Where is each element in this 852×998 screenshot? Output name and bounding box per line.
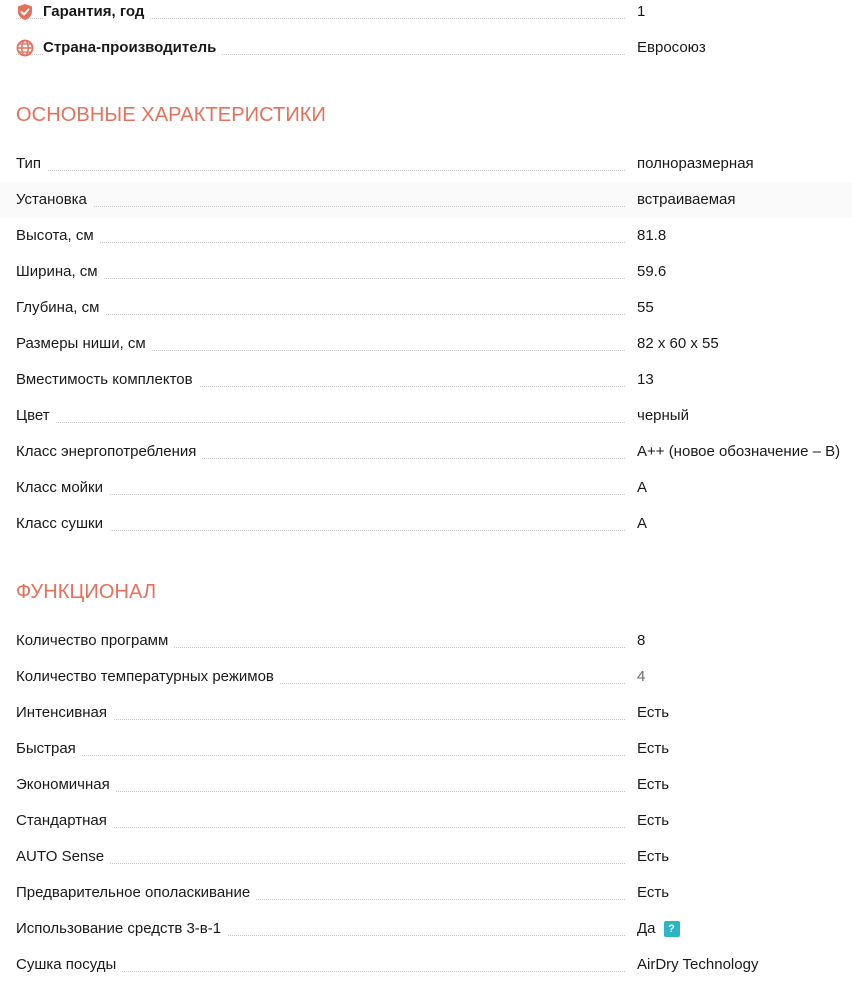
spec-row bbox=[0, 326, 852, 362]
spec-row bbox=[0, 506, 852, 542]
spec-row bbox=[0, 875, 852, 911]
spec-row bbox=[0, 803, 852, 839]
dotted-leader bbox=[16, 206, 625, 207]
spec-label: Размеры ниши, см bbox=[16, 326, 152, 362]
spec-row bbox=[0, 398, 852, 434]
spec-value: AirDry Technology bbox=[637, 956, 759, 973]
help-icon[interactable]: ? bbox=[664, 921, 680, 937]
dotted-leader bbox=[16, 755, 625, 756]
spec-label: Использование средств 3-в-1 bbox=[16, 911, 227, 947]
spec-value: 13 bbox=[637, 371, 654, 388]
spec-label: Глубина, см bbox=[16, 290, 105, 326]
spec-row-warranty bbox=[0, 0, 852, 30]
section-title-functionality: ФУНКЦИОНАЛ bbox=[16, 581, 157, 603]
spec-value: A bbox=[637, 515, 648, 532]
spec-value: 82 x 60 x 55 bbox=[637, 335, 719, 352]
spec-value: 59.6 bbox=[637, 263, 667, 280]
spec-value: полноразмерная bbox=[637, 155, 754, 172]
spec-row bbox=[0, 218, 852, 254]
dotted-leader bbox=[16, 314, 625, 315]
spec-label: Быстрая bbox=[16, 731, 82, 767]
spec-label: Цвет bbox=[16, 398, 56, 434]
spec-row bbox=[0, 290, 852, 326]
spec-value-with-help bbox=[637, 911, 680, 947]
spec-label: Интенсивная bbox=[16, 695, 113, 731]
spec-value: Евросоюз bbox=[637, 39, 706, 56]
spec-value: Есть bbox=[637, 848, 670, 865]
spec-label: Тип bbox=[16, 146, 47, 182]
spec-value: черный bbox=[637, 407, 689, 424]
spec-label: Экономичная bbox=[16, 767, 116, 803]
shield-check-icon bbox=[16, 3, 34, 21]
spec-value: Есть bbox=[637, 812, 670, 829]
spec-row bbox=[0, 839, 852, 875]
spec-value: A++ (новое обозначение – B) bbox=[637, 443, 841, 460]
spec-value-text: Да bbox=[637, 920, 656, 937]
spec-row bbox=[0, 254, 852, 290]
spec-value: Есть bbox=[637, 884, 670, 901]
spec-row bbox=[0, 659, 852, 695]
spec-value: 8 bbox=[637, 632, 646, 649]
spec-label: Количество программ bbox=[16, 623, 174, 659]
spec-label: Сушка посуды bbox=[16, 947, 122, 983]
spec-row bbox=[0, 695, 852, 731]
dotted-leader bbox=[16, 278, 625, 279]
spec-value: встраиваемая bbox=[637, 191, 736, 208]
spec-row bbox=[0, 947, 852, 983]
spec-label: Класс сушки bbox=[16, 506, 109, 542]
spec-label: Страна-производитель bbox=[43, 30, 222, 66]
spec-label: Вместимость комплектов bbox=[16, 362, 199, 398]
spec-value: Есть bbox=[637, 776, 670, 793]
spec-label: AUTO Sense bbox=[16, 839, 110, 875]
spec-label: Ширина, см bbox=[16, 254, 104, 290]
dotted-leader bbox=[16, 170, 625, 171]
spec-row bbox=[0, 470, 852, 506]
spec-value: 55 bbox=[637, 299, 654, 316]
spec-label: Стандартная bbox=[16, 803, 113, 839]
spec-value: 1 bbox=[637, 3, 646, 20]
spec-label: Класс мойки bbox=[16, 470, 109, 506]
section-title-main-characteristics: ОСНОВНЫЕ ХАРАКТЕРИСТИКИ bbox=[16, 104, 327, 126]
spec-value: 81.8 bbox=[637, 227, 667, 244]
spec-label: Предварительное ополаскивание bbox=[16, 875, 256, 911]
spec-value: Есть bbox=[637, 704, 670, 721]
spec-label: Высота, см bbox=[16, 218, 100, 254]
spec-value: A bbox=[637, 479, 648, 496]
spec-label: Установка bbox=[16, 182, 93, 218]
spec-row bbox=[0, 767, 852, 803]
dotted-leader bbox=[16, 422, 625, 423]
spec-row-country bbox=[0, 30, 852, 66]
spec-row bbox=[0, 731, 852, 767]
spec-row bbox=[0, 434, 852, 470]
dotted-leader bbox=[16, 242, 625, 243]
spec-row bbox=[0, 911, 852, 947]
spec-value: 4 bbox=[637, 668, 646, 685]
spec-value: Есть bbox=[637, 740, 670, 757]
spec-row bbox=[0, 146, 852, 182]
spec-row bbox=[0, 182, 852, 218]
globe-icon bbox=[16, 39, 34, 57]
spec-label: Гарантия, год bbox=[43, 0, 150, 30]
spec-row bbox=[0, 623, 852, 659]
spec-label: Количество температурных режимов bbox=[16, 659, 280, 695]
spec-label: Класс энергопотребления bbox=[16, 434, 202, 470]
spec-row bbox=[0, 362, 852, 398]
